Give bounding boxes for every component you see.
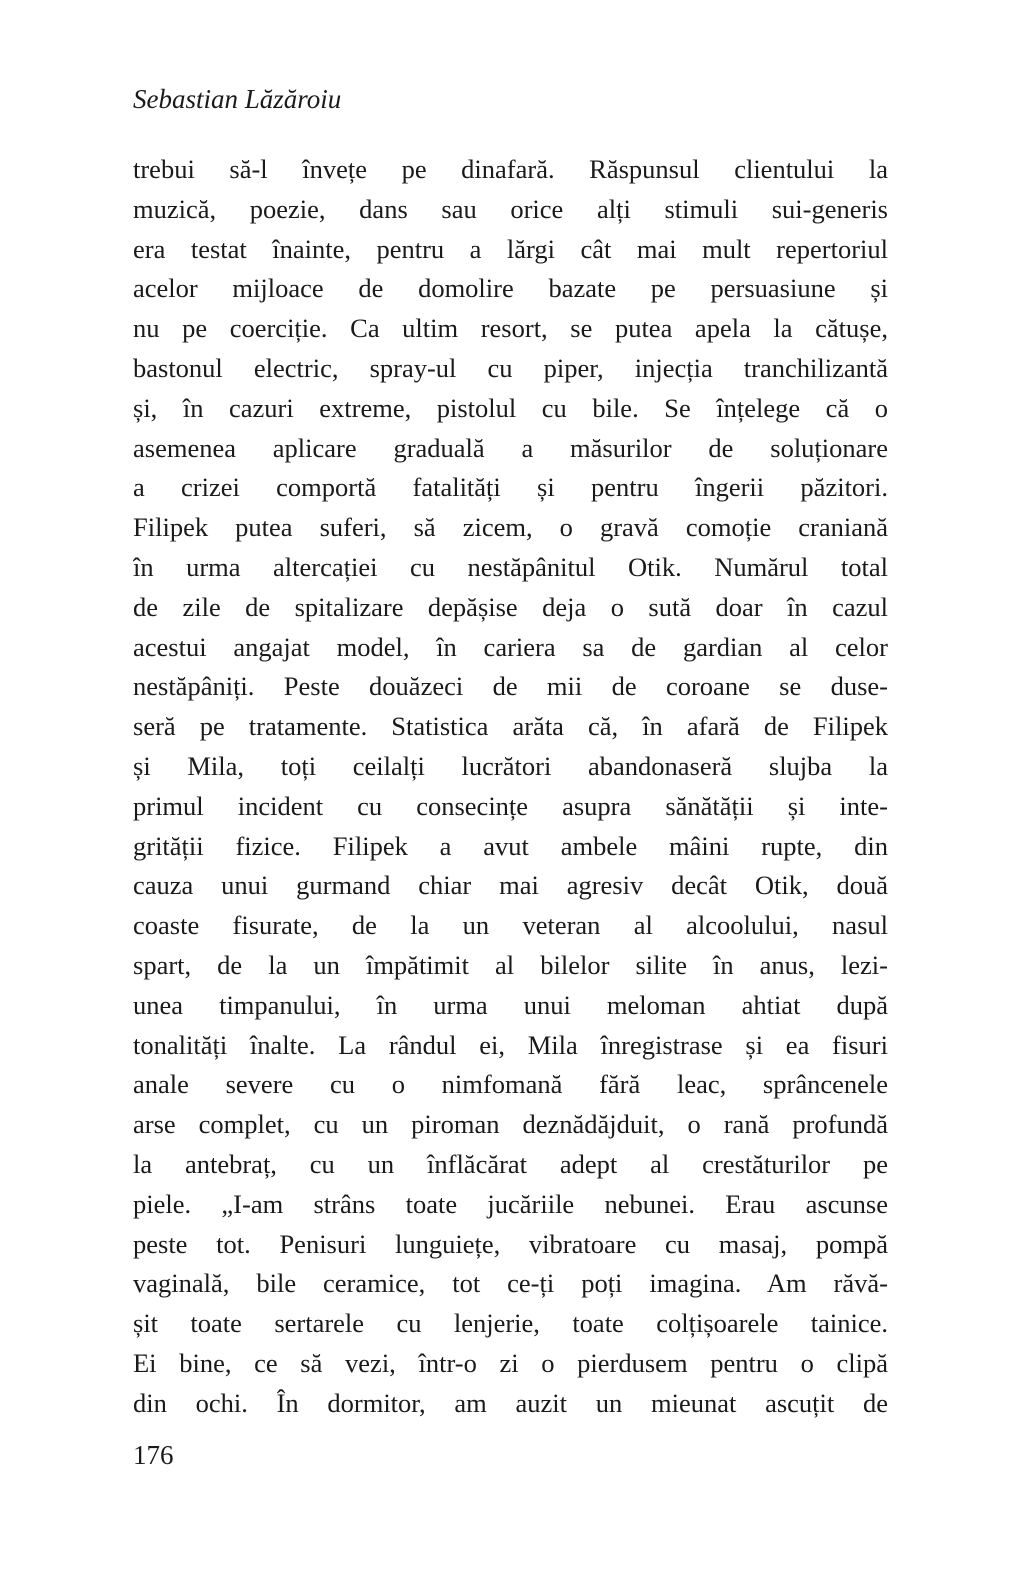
text-line: Filipek putea suferi, să zicem, o gravă comoție craniană: [133, 512, 888, 543]
text-line: peste tot. Penisuri lunguiețe, vibratoare cu masaj, pompă: [133, 1228, 888, 1259]
text-line: vaginală, bile ceramice, tot ce-ți poți imagina. Am răvă-: [133, 1268, 888, 1299]
text-line: bastonul electric, spray-ul cu piper, injecția tranchilizantă: [133, 352, 888, 383]
body-text: [133, 150, 888, 1424]
text-line: seră pe tratamente. Statistica arăta că, în afară de Filipek: [133, 711, 888, 742]
text-line: trebui să-l învețe pe dinafară. Răspunsul clientului la: [133, 154, 888, 184]
text-line: acestui angajat model, în cariera sa de gardian al celor: [133, 631, 888, 662]
text-line: șit toate sertarele cu lenjerie, toate colțișoarele tainice.: [133, 1308, 888, 1339]
text-line: primul incident cu consecințe asupra sănătății și inte-: [133, 790, 888, 821]
text-line: a crizei comportă fatalități și pentru îngerii păzitori.: [133, 472, 888, 503]
text-line: unea timpanului, în urma unui meloman ahtiat după: [133, 989, 888, 1020]
text-line: asemenea aplicare graduală a măsurilor de soluționare: [133, 432, 888, 463]
text-line: și, în cazuri extreme, pistolul cu bile. Se înțelege că o: [133, 392, 888, 423]
text-line: anale severe cu o nimfomană fără leac, sprâncenele: [133, 1069, 888, 1100]
running-header: Sebastian Lăzăroiu: [133, 84, 342, 114]
text-line: arse complet, cu un piroman deznădăjduit, o rană profundă: [133, 1109, 888, 1140]
text-line: coaste fisurate, de la un veteran al alcoolului, nasul: [133, 910, 888, 941]
text-line: acelor mijloace de domolire bazate pe persuasiune și: [133, 273, 888, 304]
text-line: tonalități înalte. La rândul ei, Mila înregistrase și ea fisuri: [133, 1029, 888, 1060]
text-line: muzică, poezie, dans sau orice alți stimuli sui-generis: [133, 193, 888, 224]
text-line: cauza unui gurmand chiar mai agresiv decât Otik, două: [133, 870, 888, 901]
text-line: din ochi. În dormitor, am auzit un mieunat ascuțit de: [133, 1387, 888, 1418]
text-line: și Mila, toți ceilalți lucrători abandonaseră slujba la: [133, 750, 888, 781]
page-number: 176: [133, 1440, 174, 1470]
text-line: piele. „I-am strâns toate jucăriile nebunei. Erau ascunse: [133, 1188, 888, 1219]
text-line: în urma altercației cu nestăpânitul Otik. Numărul total: [133, 551, 888, 582]
text-line: era testat înainte, pentru a lărgi cât mai mult repertoriul: [133, 233, 888, 264]
text-line: nu pe coerciție. Ca ultim resort, se putea apela la cătușe,: [133, 313, 888, 344]
text-line: nestăpâniți. Peste douăzeci de mii de coroane se duse-: [133, 671, 888, 702]
text-line: la antebraț, cu un înflăcărat adept al crestăturilor pe: [133, 1148, 888, 1179]
text-line: Ei bine, ce să vezi, într-o zi o pierdusem pentru o clipă: [133, 1347, 888, 1378]
text-line: spart, de la un împătimit al bilelor silite în anus, lezi-: [133, 949, 888, 980]
text-line: grității fizice. Filipek a avut ambele mâini rupte, din: [133, 830, 888, 861]
text-line: de zile de spitalizare depășise deja o sută doar în cazul: [133, 591, 888, 622]
